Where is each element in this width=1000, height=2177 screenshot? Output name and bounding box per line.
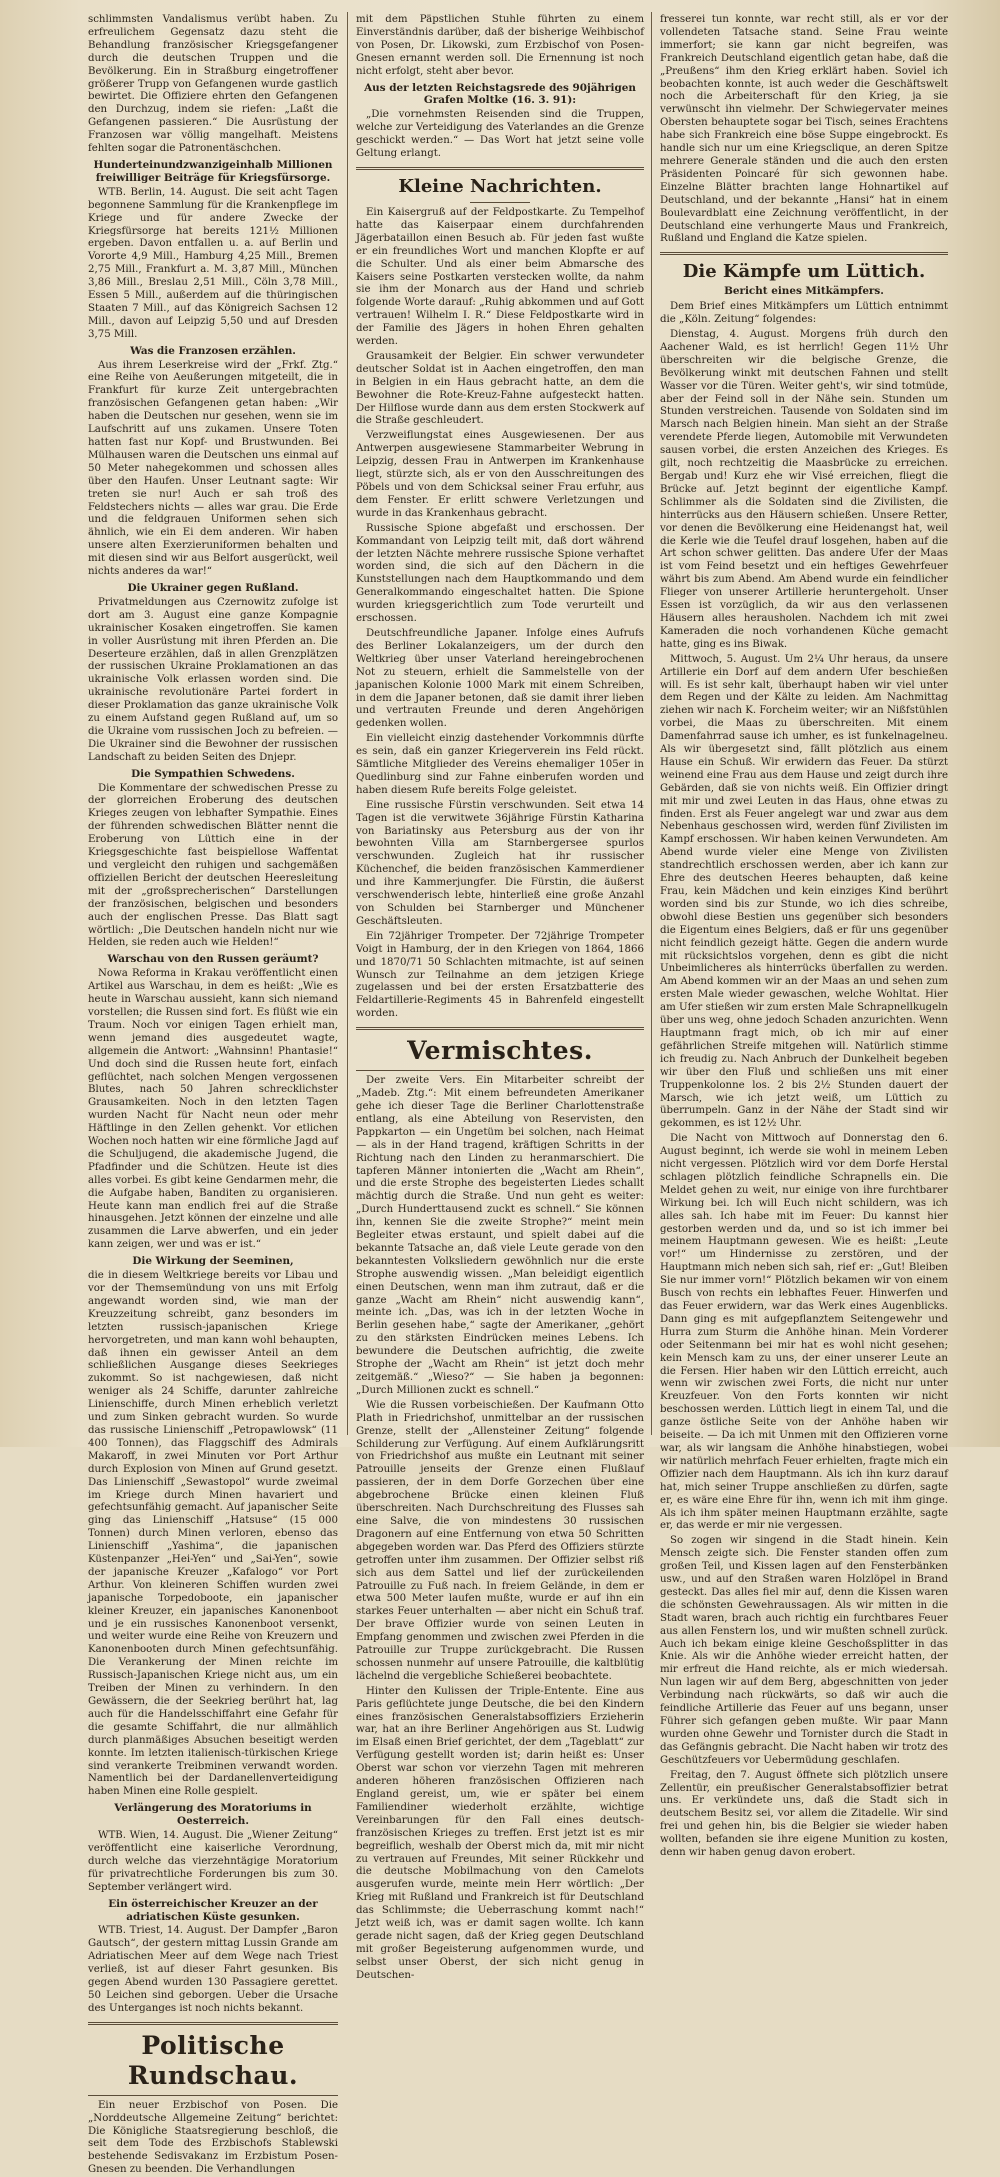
article-text: schlimmsten Vandalismus verübt haben. Zu erfreulichem Gegensatz dazu steht die Behandlung französischer Kriegsgefangener durch die deutschen Truppen und die Bevölkerung. Ein in Straßburg eingetroffener größerer Trupp von Gefangenen wurde gastlich bewirtet. Die Offiziere ehrten den Gefangenen den Durchzug, indem sie riefen: „Laßt die Gefangenen passieren.“ Die Ausrüstung der Franzosen war völlig mangelhaft. Meistens fehlten sogar die Patronentäschchen. [88, 14, 338, 155]
article-heading: Aus der letzten Reichstagsrede des 90jährigen Grafen Moltke (16. 3. 91): [364, 81, 636, 107]
column-rule-right [651, 12, 652, 1435]
section-title: Kleine Nachrichten. [398, 175, 602, 197]
article-text: Eine russische Fürstin verschwunden. Seit etwa 14 Tagen ist die verwitwete 36jährige Fürstin Katharina von Bariatinsky aus Petersburg aus der von ihr bewohnten Villa am Starnbergersee spurlos verschwunden. Zugleich hat ihr russischer Küchenchef, die beiden französischen Kammerdiener und ihre Kammerjungfer. Die Fürstin, die äußerst verschwenderisch lebte, hinterließ eine große Anzahl von Schulden bei Starnberger und Münchener Geschäftsleuten. [356, 799, 644, 927]
section-divider [660, 252, 948, 255]
article-text: Ein vielleicht einzig dastehender Vorkommnis dürfte es sein, daß ein ganzer Kriegerverein ins Feld rückt. Sämtliche Mitglieder des Vereins ehemaliger 105er in Quedlinburg sind zur Fahne einberufen worden und haben diesem Rufe bereits Folge geleistet. [356, 733, 644, 796]
article-text: Dem Brief eines Mitkämpfers um Lüttich entnimmt die „Köln. Zeitung“ folgendes: [660, 301, 948, 326]
article-heading: Die Ukrainer gegen Rußland. [127, 581, 299, 594]
article-text: Russische Spione abgefaßt und erschossen. Der Kommandant von Leipzig teilt mit, daß dort während der letzten Nächte mehrere russische Spione verhaftet worden sind, die sich auf den Dächern in die Kunststellungen nach dem Hauptkommando und dem Generalkommando eingeschaltet hatten. Die Spione wurden kriegsgerichtlich zum Tode verurteilt und erschossen. [356, 522, 644, 625]
article-heading: Warschau von den Russen geräumt? [107, 953, 319, 966]
section-divider [356, 1027, 644, 1030]
article-heading: Was die Franzosen erzählen. [130, 344, 296, 357]
article-text: Deutschfreundliche Japaner. Infolge eines Aufrufs des Berliner Lokalanzeigers, um der durch den Weltkrieg über unser Vaterland hereingebrochenen Not zu steuern, erhielt die Sammelstelle von der japanischen Kolonie 1000 Mark mit einem Schreiben, in dem die Japaner betonen, daß sie damit ihrer lieben und vertrauten Freunde und deren Angehörigen gedenken wollen. [356, 627, 644, 730]
article-text: die in diesem Weltkriege bereits vor Libau und vor der Themsemündung von uns mit Erfolg angewandt worden sind, wie man der Kreuzzeitung schreibt, ganz besonders im letzten russisch-japanischen Kriege hervorgetreten, und man kann wohl behaupten, daß ihnen ein gewisser Anteil an dem schließlichen Ausgange dieses Seekrieges zukommt. So ist nachgewiesen, daß nicht weniger als 24 Schiffe, darunter zahlreiche Linienschiffe, durch Minen erheblich verletzt und zum Sinken gebracht wurden. So wurde das russische Linienschiff „Petropawlowsk“ (11 400 Tonnen), das Flaggschiff des Admirals Makaroff, in zwei Minuten vor Port Arthur durch Explosion von Minen auf Grund gesetzt. Das Linienschiff „Sewastopol“ wurde zweimal im Kriege durch Minen havariert und gefechtsunfähig gemacht. Auf japanischer Seite ging das Linienschiff „Hatsuse“ (15 000 Tonnen) durch Minen verloren, ebenso das Linienschiff „Yashima“, die japanischen Küstenpanzer „Hei-Yen“ und „Sai-Yen“, sowie der japanische Kreuzer „Kafalogo“ vor Port Arthur. Von kleineren Schiffen wurden zwei japanische Torpedoboote, ein japanischer kleiner Kreuzer, ein japanisches Kanonenboot und je ein russisches Kanonenboot versenkt, und weiter wurde eine Reihe von Kreuzern und Kanonenbooten durch Minen gefechtsunfähig. Die Verankerung der Minen reichte im Russisch-Japanischen Kriege nicht aus, um ein Treiben der Minen zu verhindern. In den Gewässern, die der Seekrieg berührt hat, lag auch für die Handelsschiffahrt eine Gefahr für die gesamte Schiffahrt, die nur allmählich durch planmäßiges Absuchen beseitigt werden konnte. Im letzten italienisch-türkischen Kriege sind verankerte Treibminen verwandt worden. Namentlich bei der Dardanellenverteidigung haben Minen eine Rolle gespielt. [88, 1270, 338, 1798]
article-text: Ein 72jähriger Trompeter. Der 72jährige Trompeter Voigt in Hamburg, der in den Kriegen von 1864, 1866 und 1870/71 50 Schlachten mitmachte, ist auf seinen Wunsch zur Teilnahme an dem jetzigen Kriege zugelassen und bei der ersten Ersatzbatterie des Feldartillerie-Regiments 45 in Bahrenfeld eingestellt worden. [356, 930, 644, 1020]
section-title: Politische Rundschau. [127, 2030, 299, 2090]
article-heading: Hunderteinundzwanzigeinhalb Millionen freiwilliger Beiträge für Kriegsfürsorge. [93, 158, 333, 184]
article-text: Mittwoch, 5. August. Um 2¼ Uhr heraus, da unsere Artillerie ein Dorf auf dem andern Ufer beschießen will. Es ist sehr kalt, überhaupt haben wir viel unter dem Regen und der Kälte zu leiden. Am Nachmittag ziehen wir nach K. Forcheim weiter; wir an Nißfstühlen vorbei, die Maas zu überschreiten. Mit einem Damenfahrrad sause ich umher, es ist funkelnagelneu. Als wir übergesetzt sind, fällt plötzlich aus einem Hause ein Schuß. Wir erwidern das Feuer. Da stürzt weinend eine Frau aus dem Hause und zeigt durch ihre Gebärden, daß sie von nichts weiß. Ein Offizier dringt mit mir und zwei Leuten in das Haus, ohne etwas zu finden. Erst als Feuer angelegt war und zwar aus dem Nebenhaus geschossen wird, werden fünf Zivilisten im Kampf erschossen. Wir haben keinen Verwundeten. Am Abend wurde vieler eine Menge von Zivilisten standrechtlich erschossen werden, aber ich kann zur Ehre des deutschen Heeres behaupten, daß keine Frau, kein Mädchen und kein einziges Kind berührt worden sind bis zur Stunde, wo ich dies schreibe, obwohl diese Bestien uns gegenüber sich besonders die Eigentum eines Belgiers, daß er für uns gegenüber nicht feindlich gezeigt hätte. Gegen die andern wurde mit rücksichtslos vorgehen, denn es gibt die nicht Unbeimlicheres als hinterrücks überfallen zu werden. Am Abend kommen wir an der Maas an und sehen zum ersten Male wieder gewaschen, welche Wohltat. Hier am Ufer stießen wir zum ersten Male Schrapnellkugeln über uns weg, ohne jedoch Schaden anzurichten. Wenn Hauptmann fragt mich, ob ich mir auf einer gefährlichen Streife mitgehen will. Natürlich stimme ich freudig zu. Nach Anbruch der Dunkelheit begeben wir über den Fluß und schließen uns mit einer Truppenkolonne los. 2 bis 2½ Stunden dauert der Marsch, wie ich jetzt weiß, um Lüttich zu überrumpeln. Ganz in der Nähe der Stadt sind wir gekommen, es ist 12½ Uhr. [660, 653, 948, 1130]
article-text: So zogen wir singend in die Stadt hinein. Kein Mensch zeigte sich. Die Fenster standen offen zum großen Teil, und Kissen lagen auf den Fensterbänken usw., und auf den Straßen waren Holzlöpel in Brand gesteckt. Das alles fiel mir auf, denn die Kissen waren die schönsten Gewehraussagen. Als wir mitten in die Stadt waren, brach auch richtig ein furchtbares Feuer aus allen Fenstern los, und wir mußten schnell zurück. Auch ich bekam einige kleine Geschoßsplitter in das Knie. Als wir die Anhöhe wieder erreicht hatten, der mir erfreut die Hand reichte, als er mich wiedersah. Nun lagen wir auf dem Berg, abgeschnitten von jeder Verbindung nach rückwärts, so daß wir auch die feindliche Artillerie das Feuer auf uns begann, unser Führer sich gefangen geben mußte. Wir paar Mann wurden ohne Gewehr und Tornister durch die Stadt in das Gefängnis gebracht. Die Nacht haben wir trotz des Geschützfeuers vor Uebermüdung geschlafen. [660, 1535, 948, 1766]
article-text: Freitag, den 7. August öffnete sich plötzlich unsere Zellentür, ein preußischer Generalstabsoffizier betrat uns. Er verkündete uns, daß die Stadt sich in deutschem Besitz sei, vor allem die Zitadelle. Wir sind frei und gehen hin, bis die Belgier sie wieder haben wollten, befanden sie ihre eigene Munition zu kosten, denn wir haben genug davon erobert. [660, 1769, 948, 1859]
section-divider [470, 202, 530, 203]
article-text: Der zweite Vers. Ein Mitarbeiter schreibt der „Madeb. Ztg.“: Mit einem befreundeten Amerikaner gehe ich dieser Tage die Berliner Charlottenstraße entlang, als eine Abteilung von Reservisten, den Pappkarton — ein Ungetüm bei solchen, nach Heimat — als in der Hand tragend, kräftigen Schritts in der Richtung nach den Linden zu heranmarschiert. Die tapferen Männer intonierten die „Wacht am Rhein“, und die erste Strophe des begeisterten Liedes schallt mächtig durch die Straße. Und nun geht es weiter: „Durch Hunderttausend zuckt es schnell.“ Sie können ihn, kennen Sie die zweite Strophe?“ meint mein Begleiter etwas erstaunt, und spielt dabei auf die bekannte Tatsache an, daß viele Leute gerade von den bekanntesten Volksliedern gewöhnlich nur die erste Strophe auswendig wissen. „Man beleidigt eigentlich einen Deutschen, wenn man ihm zutraut, daß er die ganze „Wacht am Rhein“ nicht auswendig kann“, meinte ich. „Das, was ich in der letzten Woche in Berlin gesehen habe,“ sagte der Amerikaner, „gehört zu den stärksten Eindrücken meines Lebens. Ich bewundere die Deutschen aufrichtig, die zweite Strophe der „Wacht am Rhein“ ist jetzt doch mehr zeitgemäß.“ „Wieso?“ — Sie haben ja begonnen: „Durch Millionen zuckt es schnell.“ [356, 1075, 644, 1396]
article-heading: Die Sympathien Schwedens. [131, 767, 295, 780]
article-text: Privatmeldungen aus Czernowitz zufolge ist dort am 3. August eine ganze Kompagnie ukrainischer Kosaken eingetroffen. Sie kamen in voller Ausrüstung mit ihren Pferden an. Die Deserteure erzählen, daß in allen Grenzplätzen der russischen Ukraine Proklamationen an das ukrainische Volk erlassen worden sind. Die ukrainische revolutionäre Partei fordert in dieser Proklamation das ganze ukrainische Volk zu einem Aufstand gegen Rußland auf, um so die Ukraine vom russischen Joch zu befreien. — Die Ukrainer sind die Bewohner der russischen Landschaft zu beiden Seiten des Dnjepr. [88, 596, 338, 763]
section-title: Vermischtes. [407, 1036, 593, 1066]
article-text: Hinter den Kulissen der Triple-Entente. Eine aus Paris geflüchtete junge Deutsche, die bei den Kindern eines französischen Generalstabsoffiziers Erzieherin war, hat an ihre Berliner Angehörigen aus St. Ludwig im Elsaß einen Brief gerichtet, der dem „Tageblatt“ zur Verfügung gestellt worden ist; darin heißt es: Unser Oberst war schon vor vierzehn Tagen mit mehreren anderen höheren französischen Offizieren nach England gereist, um, wie er später bei einem Familiendiner wiederholt erzählte, wichtige Vereinbarungen für den Fall eines deutsch-französischen Krieges zu treffen. Erst jetzt ist es mir begreiflich, weshalb der Oberst mich da, mit mir nicht zu vertrauen auf Freundes, Mit seiner Rückkehr und die deutsche Mobilmachung von den Camelots ausgerufen wurde, meinte mein Herr wörtlich: „Der Krieg mit Rußland und Frankreich ist für Deutschland das Schlimmste; die Ueberraschung kommt nach!“ Jetzt weiß ich, was er damit sagen wollte. Ich kann gerade nicht sagen, daß der Krieg gegen Deutschland mit großer Begeisterung aufgenommen wurde, und selbst unser Oberst, der sich nicht genug in Deutschen- [356, 1685, 644, 1981]
article-text: Die Kommentare der schwedischen Presse zu der glorreichen Eroberung des deutschen Krieges zeugen von lebhafter Sympathie. Eines der führenden schwedischen Blätter nennt die Eroberung von Lüttich eine in der Kriegsgeschichte fast beispiellose Waffentat und vergleicht den ruhigen und sachgemäßen offiziellen Bericht der deutschen Heeresleitung mit der „großsprecherischen“ Darstellungen der französischen, belgischen und besonders auch der englischen Presse. Das Blatt sagt wörtlich: „Die Deutschen handeln nicht nur wie Helden, sie reden auch wie Helden!“ [88, 782, 338, 949]
column-rule-left [347, 12, 348, 1435]
article-text: Nowa Reforma in Krakau veröffentlicht einen Artikel aus Warschau, in dem es heißt: „Wie es heute in Warschau aussieht, kann sich niemand vorstellen; die Russen sind fort. Es flüßt wie ein Traum. Noch vor einigen Tagen erhielt man, wenn jemand dies ausgedeutet wagte, allgemein die Antwort: „Wahnsinn! Phantasie!“ Und doch sind die Russen heute fort, einfach geflüchtet, nach solchen Mengen vergossenen Blutes, nach 50 Jahren schrecklichster Grausamkeiten. Noch in den letzten Tagen wurden Nacht für Nacht neun oder mehr Häftlinge in den Zellen gehenkt. Vor etlichen Wochen noch hatten wir eine förmliche Jagd auf die Schuljugend, die akademische Jugend, die Pfadfinder und die Schützen. Heute ist dies alles vorbei. Es gibt keine Gendarmen mehr, die die Aufgabe haben, Banditen zu organisieren. Heute kann man endlich frei auf die Straße hinausgehen. Jetzt können der einzelne und alle zusammen die Larve abwerfen, und ein jeder kann zeigen, wer und was er ist.“ [88, 968, 338, 1251]
article-text: Die Nacht von Mittwoch auf Donnerstag den 6. August beginnt, ich werde sie wohl in meinem Leben nicht vergessen. Plötzlich wird vor dem Dorfe Herstal schlagen plötzlich feindliche Schrapnells ein. Die Meldet gehen zu weit, nur einige von ihre furchtbarer Wirkung bei. Ich will Euch nicht schildern, was ich alles sah. Ich habe mit im Feuer: Du kannst hier gestorben werden und da, und so ist ich immer bei meinem Hauptmann gewesen. Wie es heißt: „Leute vor!“ um Hindernisse zu zerstören, und der Hauptmann mich neben sich sah, rief er: „Gut! Bleiben Sie nur immer vorn!“ Plötzlich bekamen wir von einem Busch von rechts ein lebhaftes Feuer. Hinwerfen und das Feuer erwidern, war das Werk eines Augenblicks. Dann ging es mit aufgepflanztem Seitengewehr und Hurra zum Sturm die Anhöhe hinan. Mein Vorderer oder Seitenmann bei mir hat es wohl nicht gesehen; kein Mensch kam zu uns, der einer unserer Leute an die Fersen. Hier haben wir den Lüttich erreicht, auch wenn wir zwischen zwei Forts, die nicht nur unter Kreuzfeuer. Von den Forts konnten wir nicht beschossen werden. Lüttich liegt in einem Tal, und die ganze östliche Seite von der Anhöhe haben wir beiseite. — Da ich mit Unmen mit den Offizieren vorne war, als wir langsam die Anhöhe hinabstiegen, wobei wir natürlich mehrfach Feuer erhielten, fragte mich ein Offizier nach dem Hauptmann. Als ich ihn kurz darauf hat, mich seiner Truppe anschließen zu dürfen, sagte er, es wäre eine Ehre für ihn, wenn ich mit ihm ginge. Als ich ihm später meinen Hauptmann erzählte, sagte er, das werde er mir nie vergessen. [660, 1133, 949, 1532]
column-2 [356, 14, 644, 1981]
article-text: mit dem Päpstlichen Stuhle führten zu einem Einverständnis darüber, daß der bisherige Weihbischof von Posen, Dr. Likowski, zum Erzbischof von Posen-Gnesen ernannt werden soll. Die Ernennung ist noch nicht erfolgt, steht aber bevor. [356, 14, 644, 77]
column-3 [660, 14, 949, 1859]
column-1 [88, 14, 338, 2176]
article-text: WTB. Wien, 14. August. Die „Wiener Zeitung“ veröffentlicht eine kaiserliche Verordnung, durch welche das vierzehntägige Moratorium für privatrechtliche Forderungen bis zum 30. September verlängert wird. [88, 1830, 338, 1893]
article-heading: Verlängerung des Moratoriums in Oesterreich. [114, 1802, 312, 1828]
article-text: Verzweiflungstat eines Ausgewiesenen. Der aus Antwerpen ausgewiesene Stammarbeiter Webrung in Leipzig, dessen Frau in Antwerpen im Krankenhause liegt, stürzte sich, als er von den Ausschreitungen des Pöbels und von dem Schicksal seiner Frau erfuhr, aus dem Fenster. Er erlitt schwere Verletzungen und wurde in das Krankenhaus gebracht. [356, 430, 644, 519]
article-text: Wie die Russen vorbeischießen. Der Kaufmann Otto Plath in Friedrichshof, unmittelbar an der russischen Grenze, stellt der „Allensteiner Zeitung“ folgende Schilderung zur Verfügung. Auf einem Aufklärungsritt von Friedrichshof aus mußte ein Leutnant mit seiner Patrouille jenseits der Grenze einen Flußlauf passieren, der in dem Dorfe Gorzechen über eine abgebrochene Brücke einen kleinen Fluß überschreiten. Nach Durchschreitung des Flusses sah eine Salve, die von mindestens 30 russischen Dragonern auf eine Entfernung von etwa 50 Schritten abgegeben worden war. Das Pferd des Offiziers stürzte getroffen unter ihm zusammen. Der Offizier selbst riß sich aus dem Sattel und lief der zurückeilenden Patrouille zu Fuß nach. In freiem Gelände, in dem er etwa 500 Meter laufen mußte, wurde er auf ihn ein starkes Feuer unterhalten — aber nicht ein Schuß traf. Der brave Offizier wurde von seinen Leuten in Empfang genommen und zwischen zwei Pferden in die Patrouille zur Truppe zurückgebracht. Die Russen schossen nunmehr auf unsere Patrouille, die kaltblütig lächelnd die vergebliche Schießerei beobachtete. [356, 1399, 644, 1682]
section-divider [88, 2022, 338, 2025]
section-subtitle: Bericht eines Mitkämpfers. [724, 285, 884, 298]
article-text: WTB. Triest, 14. August. Der Dampfer „Baron Gautsch“, der gestern mittag Lussin Grande am Adriatischen Meer auf dem Wege nach Triest verließ, ist auf dieser Fahrt gesunken. Bis gegen Abend wurden 130 Passagiere gerettet. 50 Leichen sind geborgen. Ueber die Ursache des Unterganges ist noch nichts bekannt. [88, 1925, 338, 2014]
article-text: Ein Kaisergruß auf der Feldpostkarte. Zu Tempelhof hatte das Kaiserpaar einem durchfahrenden Jägerbataillon einen Besuch ab. Für jeden fast wußte er ein freundliches Wort und manchen Klopfte er auf die Schulter. Und als einer beim Abmarsche des Kaisers seine Postkarten verstecken wollte, da nahm sie ihm der Monarch aus der Hand und schrieb folgende Worte darauf: „Ruhig abkommen und auf Gott vertrauen! Wilhelm I. R.“ Diese Feldpostkarte wird in der Familie des Jägers in hohen Ehren gehalten werden. [356, 206, 644, 348]
section-divider [88, 2095, 338, 2096]
article-heading: Ein österreichischer Kreuzer an der adriatischen Küste gesunken. [108, 1897, 318, 1923]
article-text: Dienstag, 4. August. Morgens früh durch den Aachener Wald, es ist herrlich! Gegen 11½ Uhr überschreiten wir die belgische Grenze, die Bevölkerung winkt mit deutschen Fahnen und stellt Wasser vor die Türen. Weiter geht's, wir sind totmüde, aber der Feind soll in der Nähe sein. Stunden um Stunden verstreichen. Tausende von Soldaten sind im Marsch nach Belgien hinein. Man sieht an der Straße verendete Pferde liegen, Automobile mit Verwundeten sausen vorbei, die ersten Anzeichen des Krieges. Es gilt, noch rechtzeitig die Maasbrücke zu erreichen. Bergab und! Kurz ehe wir Visé erreichen, fliegt die Brücke auf. Jetzt beginnt der eigentliche Kampf. Schlimmer als die Soldaten sind die Zivilisten, die hinterrücks aus den Häusern schießen. Unsere Retter, vor denen die Bevölkerung eine Heidenangst hat, weil die Kerle wie die Teufel drauf losgehen, haben auf die Art schon schwer gelitten. Das andere Ufer der Maas ist vom Feind besetzt und ein heftiges Gewehrfeuer währt bis zum Abend. Am Abend wurde ein feindlicher Flieger von unserer Artillerie heruntergeholt. Unser Essen ist vorzüglich, da wir aus den verlassenen Häusern alles herausholen. Nachdem ich mit zwei Kameraden die noch vorhandenen Küche gemacht hatte, ging es ins Biwak. [660, 329, 948, 650]
article-text: fresserei tun konnte, war recht still, als er vor der vollendeten Tatsache stand. Seine Frau weinte immerfort; sie kann gar nicht begreifen, was Frankreich Deutschland eigentlich getan habe, daß die „Preußens“ ihm den Krieg erklärt haben. Soviel ich beobachten konnte, ist auch weder die Geschäftswelt noch die Arbeiterschaft für den Krieg, ja sie verwünscht ihn vielmehr. Der Schwiegervater meines Obersten behauptete sogar bei Tisch, seines Erachtens habe sich Frankreich eine böse Suppe eingebrockt. Es handle sich nur um eine Kriegsclique, an deren Spitze mehrere Generale ständen und die auch den ersten Präsidenten Poincaré für sich gewonnen habe. Einzelne Blätter brachten lange Hohnartikel auf Deutschland, und der bekannte „Hansi“ hat in einem Boulevardblatt eine Zeichnung veröffentlicht, in der Deutschland eine verhungerte Maus und Frankreich, Rußland und England die Katze spielen. [660, 14, 948, 245]
article-text: Grausamkeit der Belgier. Ein schwer verwundeter deutscher Soldat ist in Aachen eingetroffen, den man in Belgien in ein Haus gebracht hatte, an dem die Bewohner die Rote-Kreuz-Fahne aufgesteckt hatten. Der Hilflose wurde dann aus dem ersten Stockwerk auf die Straße geschleudert. [356, 350, 644, 427]
section-divider [356, 1070, 644, 1071]
article-text: Ein neuer Erzbischof von Posen. Die „Norddeutsche Allgemeine Zeitung“ berichtet: Die Königliche Staatsregierung beschloß, die seit dem Tode des Erzbischofs Stablewski bestehende Sedisvakanz im Erzbistum Posen-Gnesen zu beenden. Die Verhandlungen [88, 2099, 338, 2176]
article-text: „Die vornehmsten Reisenden sind die Truppen, welche zur Verteidigung des Vaterlandes an die Grenze geschickt werden.“ — Das Wort hat jetzt seine volle Geltung erlangt. [356, 109, 644, 160]
article-text: WTB. Berlin, 14. August. Die seit acht Tagen begonnene Sammlung für die Krankenpflege im Kriege und für andere Zwecke der Kriegsfürsorge hat bereits 121½ Millionen ergeben. Davon entfallen u. a. auf Berlin und Vororte 4,9 Mill., Hamburg 4,25 Mill., Bremen 2,75 Mill., Frankfurt a. M. 3,87 Mill., München 3,86 Mill., Breslau 2,51 Mill., Cöln 3,78 Mill., Essen 5 Mill., außerdem auf die thüringischen Staaten 7 Mill., auf das Königreich Sachsen 12 Mill., davon auf Leipzig 5,50 und auf Dresden 3,75 Mill. [88, 186, 338, 340]
article-heading: Die Wirkung der Seeminen, [132, 1255, 294, 1268]
section-title: Die Kämpfe um Lüttich. [682, 261, 926, 283]
section-divider [356, 167, 644, 170]
article-text: Aus ihrem Leserkreise wird der „Frkf. Ztg.“ eine Reihe von Aeußerungen mitgeteilt, die in Frankfurt für kurze Zeit untergebrachten französischen Gefangenen getan haben: „Wir haben die Deutschen nur gesehen, wenn sie im Laufschritt auf uns zukamen. Unsere Toten hatten fast nur Kopf- und Brustwunden. Bei Mülhausen waren die Deutschen uns einmal auf 50 Meter nahegekommen und schossen alles über den Haufen. Unser Leutnant sagte: Wir treten sie nur! Auch er sah troß des Feldstechers nichts — alles war grau. Die Erde und die feldgrauen Uniformen sehen sich ähnlich, wie ein Ei dem anderen. Wir haben unsere alten Exerzieruniformen behalten und mit diesen sind wir aus Belfort ausgerückt, weil nichts anderes da war!“ [88, 359, 338, 578]
